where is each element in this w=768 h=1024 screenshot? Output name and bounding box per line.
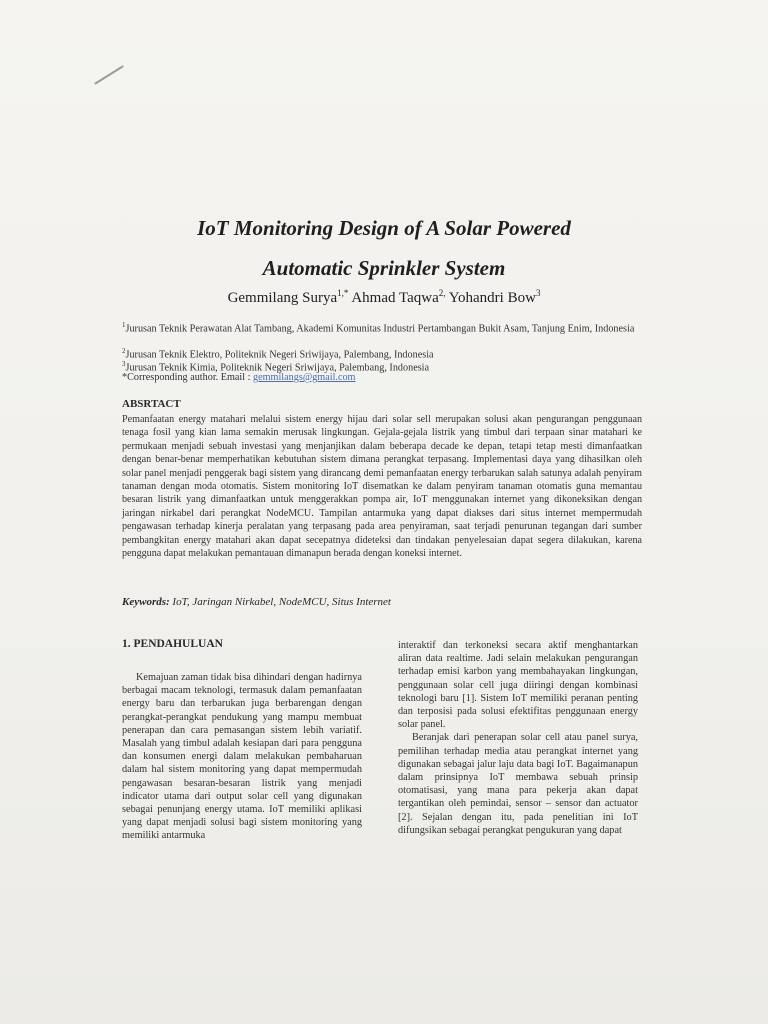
affiliation-text: Jurusan Teknik Perawatan Alat Tambang, Akademi Komunitas Industri Pertambangan Bukit Asam, Tanjung Enim, Indonesia bbox=[125, 323, 635, 335]
paragraph: Kemajuan zaman tidak bisa dihindari dengan hadirnya berbagai macam teknologi, termasuk dalam pemanfaatan energy baru dan terbarukan juga berbarengan dengan perangkat-perangkat pendukung yang mampu membuat penerapan dan cara pemasangan sistem lebih variatif. Masalah yang timbul adalah kesiapan dari para pengguna dan konsumen energi dalam melakukan pembaharuan dalam hal sistem monitoring yang dapat mempermudah pengawasan besaran-besaran listrik yang menjadi indicator utama dari output solar cell yang digunakan sebagai penunjang energy utama. IoT memiliki aplikasi yang dapat menjadi solusi bagi sistem monitoring yang memiliki antarmuka bbox=[122, 672, 362, 842]
author-name: Ahmad Taqwa bbox=[351, 290, 439, 306]
corresponding-email-link[interactable]: gemmilangs@gmail.com bbox=[253, 372, 356, 383]
section-heading: 1. PENDAHULUAN bbox=[122, 638, 223, 650]
affiliation-sup: 1 bbox=[122, 321, 126, 329]
pen-mark bbox=[94, 65, 124, 85]
affiliation-sup: 2 bbox=[122, 347, 126, 355]
author-name: Yohandri Bow bbox=[448, 290, 536, 306]
affiliation-text: Jurusan Teknik Kimia, Politeknik Negeri Sriwijaya, Palembang, Indonesia bbox=[125, 362, 430, 374]
corresponding-author bbox=[122, 371, 642, 384]
abstract-text: Pemanfaatan energy matahari melalui sistem energy hijau dari solar sell merupakan solusi akan pengurangan penggunaan tenaga fosil yang kian lama semakin merusak lingkungan. Gejala-gejala listrik yang timbul dari terpaan sinar matahari ke permukaan menjadi sebuah investasi yang menjanjikan dalam beberapa decade ke depan, tetapi tetap mesti dimanfaatkan dengan benar-benar memperhatikan kebutuhan sistem dimana perangkat terpasang. Implementasi daya yang dihasilkan oleh solar panel menjadi penggerak bagi sistem yang dirancang demi pemanfaatan energy terbarukan salah satunya adalah penyiram tanaman dengan moda otomatis. Sistem monitoring IoT disematkan ke dalam penyiram tanaman otomatis guna memantau besaran listrik yang dimanfaatkan untuk menggerakkan pompa air, IoT menggunakan internet yang dikoneksikan dengan jaringan nirkabel dari perangkat NodeMCU. Tampilan antarmuka yang dapat diakses dari situs internet mempermudah pengawasan terhadap kinerja peralatan yang terpasang pada area penyiraman, saat terjadi penurunan tegangan dari sumber pembangkitan energy matahari akan dapat secepatnya dideteksi dan tindakan penyelesaian dapat segera dilakukan, karena pengguna dapat melakukan pemantauan dimanapun berada dengan koneksi internet. bbox=[122, 414, 642, 560]
author-sup: 3 bbox=[535, 288, 541, 298]
right-column bbox=[398, 639, 638, 837]
author-sup: 2, bbox=[438, 288, 446, 298]
paper-title-line-1: IoT Monitoring Design of A Solar Powered bbox=[197, 216, 571, 240]
affiliation-sup: 3 bbox=[122, 360, 126, 368]
author-name: Gemmilang Surya bbox=[227, 290, 338, 306]
paper-title-line-2: Automatic Sprinkler System bbox=[262, 256, 506, 280]
paragraph: interaktif dan terkoneksi secara aktif menghantarkan aliran data realtime. Jadi selain melakukan pengurangan terhadap emisi karbon yang membahayakan lingkungan, penggunaan solar cell juga diiringi dengan kombinasi teknologi baru [1]. Sistem IoT memiliki peranan penting dan terposisi pada solusi efektifitas penggunaan energy solar panel. bbox=[398, 640, 638, 731]
left-column bbox=[122, 671, 362, 843]
keywords-label: Keywords: bbox=[122, 596, 170, 608]
keywords-text: IoT, Jaringan Nirkabel, NodeMCU, Situs Internet bbox=[169, 596, 391, 608]
author-sup: 1,* bbox=[337, 288, 349, 298]
keywords-line bbox=[122, 596, 642, 608]
corresponding-label: *Corresponding author. Email : bbox=[122, 372, 254, 383]
affiliation-1 bbox=[122, 319, 642, 336]
paragraph: Beranjak dari penerapan solar cell atau panel surya, pemilihan terhadap media atau perangkat internet yang digunakan sebagai jalur laju data bagi IoT. Bagaimanapun dalam prinsipnya IoT membawa sebuah prinsip otomatisasi, yang mana para pekerja akan dapat tergantikan oleh pemindai, sensor – sensor dan actuator [2]. Sejalan dengan itu, pada penelitian ini IoT difungsikan sebagai perangkat pengukuran yang dapat bbox=[398, 732, 638, 836]
abstract-heading: ABSRTACT bbox=[122, 398, 181, 410]
author-list bbox=[0, 288, 768, 307]
affiliation-text: Jurusan Teknik Elektro, Politeknik Negeri Sriwijaya, Palembang, Indonesia bbox=[125, 349, 434, 361]
